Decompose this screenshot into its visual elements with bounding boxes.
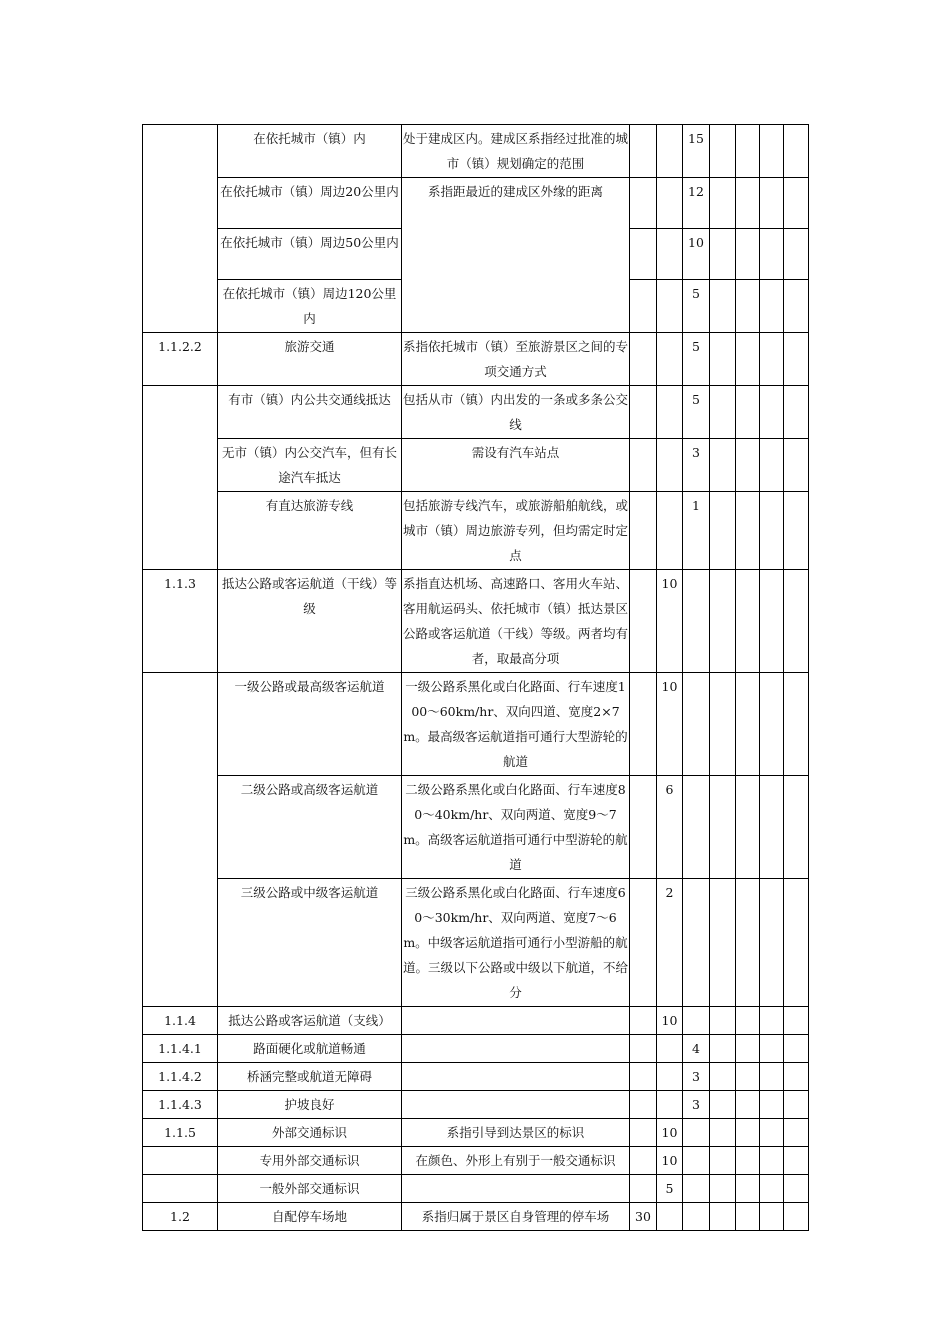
empty-cell [736, 333, 760, 386]
score-level-3 [683, 570, 710, 673]
item-name: 二级公路或高级客运航道 [218, 776, 402, 879]
score-level-3: 5 [683, 333, 710, 386]
item-name: 自配停车场地 [218, 1203, 402, 1231]
item-description [402, 1007, 630, 1035]
score-level-3 [683, 1007, 710, 1035]
empty-cell [710, 280, 736, 333]
table-row [143, 125, 809, 178]
empty-cell [760, 492, 784, 570]
empty-cell [710, 1119, 736, 1147]
empty-cell [760, 1203, 784, 1231]
empty-cell [784, 1007, 809, 1035]
score-level-1 [630, 776, 657, 879]
empty-cell [710, 439, 736, 492]
item-description: 系指距最近的建成区外缘的距离 [402, 178, 630, 333]
item-number [143, 386, 218, 570]
empty-cell [760, 439, 784, 492]
score-level-3: 4 [683, 1035, 710, 1063]
item-number: 1.1.4.1 [143, 1035, 218, 1063]
empty-cell [784, 776, 809, 879]
score-level-3: 3 [683, 1091, 710, 1119]
score-level-3 [683, 1175, 710, 1203]
score-level-3 [683, 776, 710, 879]
empty-cell [736, 125, 760, 178]
empty-cell [710, 492, 736, 570]
item-description: 需设有汽车站点 [402, 439, 630, 492]
score-level-2 [657, 178, 683, 229]
empty-cell [736, 879, 760, 1007]
item-name: 一般外部交通标识 [218, 1175, 402, 1203]
empty-cell [710, 570, 736, 673]
table-row [143, 1007, 809, 1035]
score-level-2 [657, 1063, 683, 1091]
item-name: 抵达公路或客运航道（干线）等级 [218, 570, 402, 673]
table-row [143, 1175, 809, 1203]
table-row [143, 1035, 809, 1063]
item-number: 1.1.4 [143, 1007, 218, 1035]
empty-cell [760, 1091, 784, 1119]
empty-cell [736, 1119, 760, 1147]
score-level-1: 30 [630, 1203, 657, 1231]
table-row [143, 492, 809, 570]
item-number: 1.1.3 [143, 570, 218, 673]
score-level-2 [657, 1035, 683, 1063]
item-description [402, 1035, 630, 1063]
score-level-1 [630, 1007, 657, 1035]
score-level-2: 10 [657, 570, 683, 673]
item-name: 三级公路或中级客运航道 [218, 879, 402, 1007]
score-level-3: 10 [683, 229, 710, 280]
score-level-2 [657, 492, 683, 570]
empty-cell [784, 1063, 809, 1091]
empty-cell [710, 125, 736, 178]
score-level-1 [630, 178, 657, 229]
empty-cell [736, 1063, 760, 1091]
empty-cell [784, 1035, 809, 1063]
empty-cell [784, 1091, 809, 1119]
item-description: 系指依托城市（镇）至旅游景区之间的专项交通方式 [402, 333, 630, 386]
empty-cell [710, 386, 736, 439]
score-level-3: 3 [683, 439, 710, 492]
empty-cell [784, 386, 809, 439]
score-level-3 [683, 1119, 710, 1147]
item-name: 外部交通标识 [218, 1119, 402, 1147]
score-level-3: 5 [683, 386, 710, 439]
score-level-1 [630, 280, 657, 333]
item-name: 路面硬化或航道畅通 [218, 1035, 402, 1063]
table-row [143, 1119, 809, 1147]
item-description: 在颜色、外形上有别于一般交通标识 [402, 1147, 630, 1175]
score-level-1 [630, 125, 657, 178]
table-row [143, 776, 809, 879]
score-level-3: 15 [683, 125, 710, 178]
table-row [143, 439, 809, 492]
empty-cell [736, 570, 760, 673]
item-name: 旅游交通 [218, 333, 402, 386]
empty-cell [736, 492, 760, 570]
item-number: 1.1.4.2 [143, 1063, 218, 1091]
item-name: 一级公路或最高级客运航道 [218, 673, 402, 776]
empty-cell [760, 879, 784, 1007]
item-name: 在依托城市（镇）周边120公里内 [218, 280, 402, 333]
empty-cell [736, 386, 760, 439]
empty-cell [784, 673, 809, 776]
empty-cell [736, 280, 760, 333]
item-description: 二级公路系黑化或白化路面、行车速度80～40km/hr、双向两道、宽度9～7m。高级客运航道指可通行中型游轮的航道 [402, 776, 630, 879]
empty-cell [784, 1119, 809, 1147]
score-level-1 [630, 1147, 657, 1175]
item-description: 包括旅游专线汽车，或旅游船舶航线，或城市（镇）周边旅游专列，但均需定时定点 [402, 492, 630, 570]
item-name: 有市（镇）内公共交通线抵达 [218, 386, 402, 439]
score-level-2: 10 [657, 1147, 683, 1175]
item-number: 1.1.5 [143, 1119, 218, 1147]
item-description [402, 1091, 630, 1119]
empty-cell [736, 1007, 760, 1035]
item-description: 包括从市（镇）内出发的一条或多条公交线 [402, 386, 630, 439]
score-level-2 [657, 280, 683, 333]
empty-cell [784, 439, 809, 492]
empty-cell [710, 229, 736, 280]
empty-cell [736, 1091, 760, 1119]
score-level-2: 5 [657, 1175, 683, 1203]
item-name: 有直达旅游专线 [218, 492, 402, 570]
item-number [143, 125, 218, 333]
item-name: 在依托城市（镇）内 [218, 125, 402, 178]
table-row [143, 1147, 809, 1175]
score-level-2 [657, 333, 683, 386]
score-level-1 [630, 570, 657, 673]
item-description: 处于建成区内。建成区系指经过批准的城市（镇）规划确定的范围 [402, 125, 630, 178]
score-level-3 [683, 673, 710, 776]
empty-cell [784, 280, 809, 333]
empty-cell [710, 776, 736, 879]
score-level-1 [630, 492, 657, 570]
score-level-2 [657, 229, 683, 280]
empty-cell [784, 333, 809, 386]
empty-cell [760, 178, 784, 229]
score-level-2 [657, 386, 683, 439]
item-number [143, 1147, 218, 1175]
empty-cell [710, 1175, 736, 1203]
score-level-1 [630, 1035, 657, 1063]
score-level-2 [657, 1203, 683, 1231]
score-level-1 [630, 1175, 657, 1203]
empty-cell [784, 570, 809, 673]
empty-cell [710, 1091, 736, 1119]
item-description: 一级公路系黑化或白化路面、行车速度100～60km/hr、双向四道、宽度2×7m。最高级客运航道指可通行大型游轮的航道 [402, 673, 630, 776]
empty-cell [760, 125, 784, 178]
empty-cell [736, 439, 760, 492]
empty-cell [710, 1035, 736, 1063]
item-number: 1.1.4.3 [143, 1091, 218, 1119]
empty-cell [784, 1147, 809, 1175]
empty-cell [784, 178, 809, 229]
empty-cell [736, 776, 760, 879]
score-level-1 [630, 1063, 657, 1091]
empty-cell [760, 570, 784, 673]
empty-cell [736, 1147, 760, 1175]
item-name: 专用外部交通标识 [218, 1147, 402, 1175]
empty-cell [760, 1119, 784, 1147]
score-level-2 [657, 125, 683, 178]
empty-cell [710, 178, 736, 229]
empty-cell [736, 229, 760, 280]
score-level-3: 12 [683, 178, 710, 229]
score-level-1 [630, 673, 657, 776]
empty-cell [710, 1063, 736, 1091]
empty-cell [760, 333, 784, 386]
empty-cell [784, 229, 809, 280]
item-description: 系指归属于景区自身管理的停车场 [402, 1203, 630, 1231]
empty-cell [710, 1203, 736, 1231]
empty-cell [710, 673, 736, 776]
score-level-2: 6 [657, 776, 683, 879]
score-level-1 [630, 333, 657, 386]
empty-cell [760, 1063, 784, 1091]
empty-cell [710, 333, 736, 386]
item-name: 在依托城市（镇）周边20公里内 [218, 178, 402, 229]
table-row [143, 333, 809, 386]
empty-cell [710, 879, 736, 1007]
score-level-3 [683, 1203, 710, 1231]
item-description: 系指直达机场、高速路口、客用火车站、客用航运码头、依托城市（镇）抵达景区公路或客运航道（干线）等级。两者均有者，取最高分项 [402, 570, 630, 673]
score-level-1 [630, 229, 657, 280]
empty-cell [760, 1147, 784, 1175]
empty-cell [760, 280, 784, 333]
score-level-3: 3 [683, 1063, 710, 1091]
empty-cell [784, 492, 809, 570]
score-level-2: 10 [657, 1007, 683, 1035]
empty-cell [736, 1035, 760, 1063]
score-level-2: 2 [657, 879, 683, 1007]
score-level-1 [630, 879, 657, 1007]
empty-cell [784, 879, 809, 1007]
table-row [143, 1091, 809, 1119]
empty-cell [710, 1147, 736, 1175]
empty-cell [760, 1175, 784, 1203]
item-name: 无市（镇）内公交汽车，但有长途汽车抵达 [218, 439, 402, 492]
item-number [143, 1175, 218, 1203]
table-row [143, 1203, 809, 1231]
item-description [402, 1175, 630, 1203]
empty-cell [736, 178, 760, 229]
score-level-1 [630, 1091, 657, 1119]
item-description: 三级公路系黑化或白化路面、行车速度60～30km/hr、双向两道、宽度7～6m。中级客运航道指可通行小型游船的航道。三级以下公路或中级以下航道，不给分 [402, 879, 630, 1007]
score-level-1 [630, 386, 657, 439]
empty-cell [736, 1175, 760, 1203]
score-level-2 [657, 439, 683, 492]
score-level-1 [630, 1119, 657, 1147]
empty-cell [784, 125, 809, 178]
score-level-2: 10 [657, 673, 683, 776]
empty-cell [760, 229, 784, 280]
empty-cell [760, 1007, 784, 1035]
item-number [143, 673, 218, 1007]
item-description [402, 1063, 630, 1091]
item-description: 系指引导到达景区的标识 [402, 1119, 630, 1147]
table-row [143, 178, 809, 229]
empty-cell [760, 673, 784, 776]
table-row [143, 879, 809, 1007]
table-row [143, 1063, 809, 1091]
empty-cell [710, 1007, 736, 1035]
item-name: 在依托城市（镇）周边50公里内 [218, 229, 402, 280]
score-level-3: 5 [683, 280, 710, 333]
item-number: 1.2 [143, 1203, 218, 1231]
empty-cell [760, 1035, 784, 1063]
item-number: 1.1.2.2 [143, 333, 218, 386]
score-level-3: 1 [683, 492, 710, 570]
table-row [143, 570, 809, 673]
empty-cell [784, 1175, 809, 1203]
empty-cell [784, 1203, 809, 1231]
score-level-2: 10 [657, 1119, 683, 1147]
empty-cell [760, 776, 784, 879]
score-level-2 [657, 1091, 683, 1119]
empty-cell [760, 386, 784, 439]
score-level-1 [630, 439, 657, 492]
scoring-table [142, 124, 809, 1231]
item-name: 抵达公路或客运航道（支线） [218, 1007, 402, 1035]
item-name: 护坡良好 [218, 1091, 402, 1119]
score-level-3 [683, 879, 710, 1007]
item-name: 桥涵完整或航道无障碍 [218, 1063, 402, 1091]
empty-cell [736, 673, 760, 776]
table-row [143, 386, 809, 439]
score-level-3 [683, 1147, 710, 1175]
empty-cell [736, 1203, 760, 1231]
table-row [143, 673, 809, 776]
